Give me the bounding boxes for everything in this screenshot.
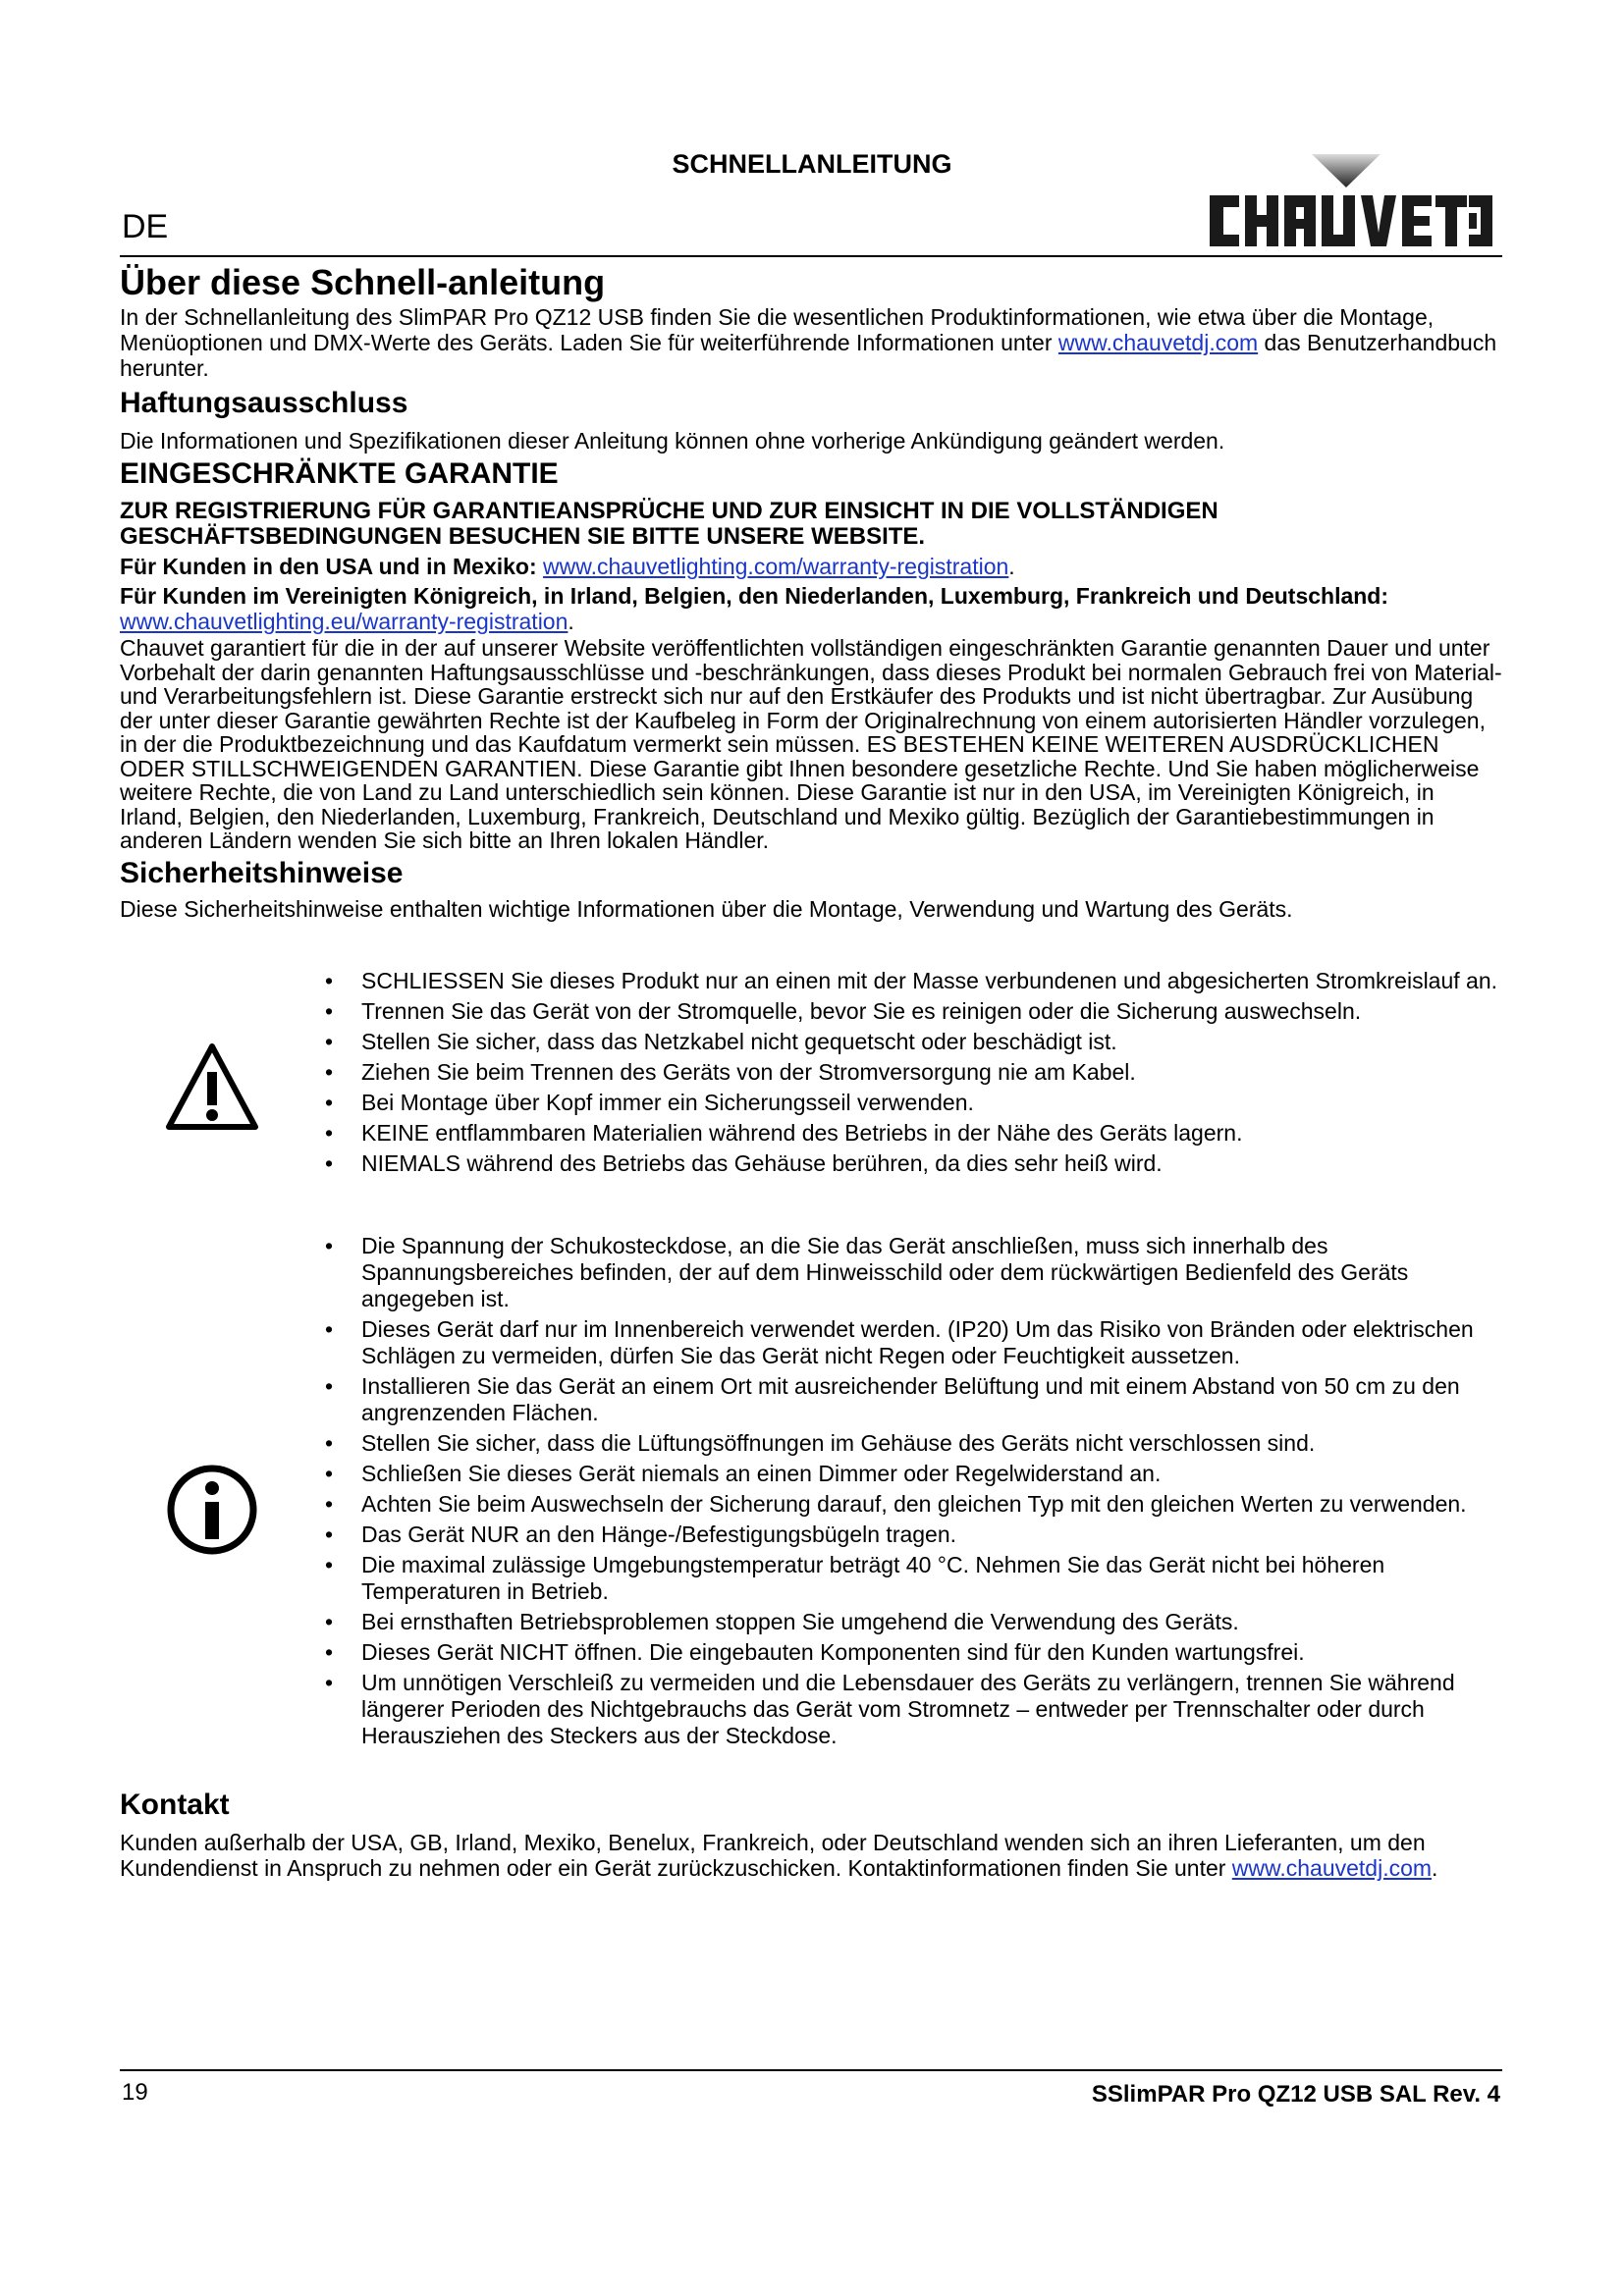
safety-list-item	[314, 998, 1502, 1025]
safety-list-item	[314, 1639, 1502, 1666]
chauvetdj-link[interactable]: www.chauvetdj.com	[1057, 330, 1259, 355]
safety-intro: Diese Sicherheitshinweise enthalten wichtige Informationen über die Montage, Verwendung und Wartung des Geräts.	[120, 895, 1293, 922]
safety-item-text: Die Spannung der Schukosteckdose, an die Sie das Gerät anschließen, muss sich innerhalb des Spannungsbereiches befinden, der auf dem Hinweisschild oder dem rückwärtigen Bedienfeld des Geräts angegeben ist.	[361, 1233, 1409, 1311]
safety-item-text: Stellen Sie sicher, dass die Lüftungsöffnungen im Gehäuse des Geräts nicht verschlossen sind.	[361, 1430, 1316, 1456]
intro-text-after: das Benutzerhandbuch herunter.	[120, 330, 1497, 381]
bullet-icon: •	[324, 1373, 334, 1399]
footer-rule	[120, 2069, 1502, 2071]
contact-text	[120, 1830, 1502, 1881]
footer-doc-title: SSlimPAR Pro QZ12 USB SAL Rev. 4	[1091, 2081, 1500, 2108]
safety-list-item	[314, 1150, 1502, 1177]
safety-list-item	[314, 1461, 1502, 1487]
chauvet-dj-logo	[1206, 152, 1495, 260]
bullet-icon: •	[324, 1670, 334, 1695]
warranty-eu-line: Für Kunden im Vereinigten Königreich, in Irland, Belgien, den Niederlanden, Luxemburg, Frankreich und Deutschland: www.chauvetlighting.eu/warranty-registration.	[120, 583, 1389, 634]
bullet-icon: •	[324, 1150, 334, 1176]
safety-item-text: Um unnötigen Verschleiß zu vermeiden und die Lebensdauer des Geräts zu verlängern, trennen Sie während längerer Perioden des Nichtgebrauchs das Gerät vom Stromnetz – entweder per Trennschalter oder durch Herausziehen des Steckers aus der Steckdose.	[361, 1670, 1455, 1748]
safety-list-item	[314, 1059, 1502, 1086]
bullet-icon: •	[324, 1552, 334, 1577]
warranty-body: Chauvet garantiert für die in der auf unserer Website veröffentlichten vollständigen eingeschränkten Garantie genannten Dauer und unter Vorbehalt der darin genannten Haftungsausschlüsse und -beschränkungen, dass dieses Produkt bei normalen Gebrauch frei von Material- und Verarbeitungsfehlern ist. Diese Garantie erstreckt sich nur auf den Erstkäufer des Produkts und ist nicht übertragbar. Zur Ausübung der unter dieser Garantie gewährten Rechte ist der Kaufbeleg in Form der Originalrechnung von einem autorisierten Händler vorzulegen, in der die Produktbezeichnung und das Kaufdatum vermerkt sein müssen. ES BESTEHEN KEINE WEITEREN AUSDRÜCKLICHEN ODER STILLSCHWEIGENDEN GARANTIEN. Diese Garantie gibt Ihnen besondere gesetzliche Rechte. Und Sie haben möglicherweise weitere Rechte, die von Land zu Land unterschiedlich sein können. Diese Garantie ist nur in den USA, im Vereinigten Königreich, in Irland, Belgien, den Niederlanden, Luxemburg, Frankreich, Deutschland und Mexiko gültig. Bezüglich der Garantiebestimmungen in anderen Ländern wenden Sie sich bitte an Ihren lokalen Händler.	[120, 635, 1502, 853]
safety-list-item	[314, 968, 1502, 994]
bullet-icon: •	[324, 1090, 334, 1115]
safety-item-text: Schließen Sie dieses Gerät niemals an einen Dimmer oder Regelwiderstand an.	[361, 1461, 1162, 1486]
bullet-icon: •	[324, 1430, 334, 1456]
intro-text	[120, 304, 1502, 381]
disclaimer-text: Die Informationen und Spezifikationen dieser Anleitung können ohne vorherige Ankündigung geändert werden.	[120, 428, 1225, 454]
safety-item-text: KEINE entflammbaren Materialien während des Betriebs in der Nähe des Geräts lagern.	[361, 1120, 1243, 1146]
warranty-caps-text: ZUR REGISTRIERUNG FÜR GARANTIEANSPRÜCHE UND ZUR EINSICHT IN DIE VOLLSTÄNDIGEN GESCHÄFTSBEDINGUNGEN BESUCHEN SIE BITTE UNSERE WEBSITE.	[120, 498, 1218, 550]
info-circle-icon	[165, 1463, 259, 1557]
disclaimer-heading: Haftungsausschluss	[120, 387, 408, 419]
warranty-heading: EINGESCHRÄNKTE GARANTIE	[120, 457, 559, 490]
safety-item-text: Installieren Sie das Gerät an einem Ort mit ausreichender Belüftung und mit einem Abstand von 50 cm zu den angrenzenden Flächen.	[361, 1373, 1460, 1425]
bullet-icon: •	[324, 998, 334, 1024]
safety-item-text: Ziehen Sie beim Trennen des Geräts von der Stromversorgung nie am Kabel.	[361, 1059, 1136, 1085]
bullet-icon: •	[324, 1461, 334, 1486]
safety-list-item	[314, 1029, 1502, 1055]
safety-item-text: Die maximal zulässige Umgebungstemperatur beträgt 40 °C. Nehmen Sie das Gerät nicht bei höheren Temperaturen in Betrieb.	[361, 1552, 1385, 1604]
bullet-icon: •	[324, 1316, 334, 1342]
safety-list-item	[314, 1609, 1502, 1635]
warning-triangle-icon	[165, 1041, 259, 1135]
safety-item-text: Dieses Gerät NICHT öffnen. Die eingebauten Komponenten sind für den Kunden wartungsfrei.	[361, 1639, 1305, 1665]
safety-item-text: Bei ernsthaften Betriebsproblemen stoppen Sie umgehend die Verwendung des Geräts.	[361, 1609, 1239, 1634]
safety-list-item	[314, 1552, 1502, 1605]
safety-list-item	[314, 1233, 1502, 1312]
bullet-icon: •	[324, 1522, 334, 1547]
safety-item-text: Dieses Gerät darf nur im Innenbereich verwendet werden. (IP20) Um das Risiko von Bränden oder elektrischen Schlägen zu vermeiden, dürfen Sie das Gerät nicht Regen oder Feuchtigkeit aussetzen.	[361, 1316, 1474, 1368]
header-rule	[120, 255, 1502, 257]
bullet-icon: •	[324, 1120, 334, 1146]
intro-heading: Über diese Schnell-anleitung	[120, 262, 606, 302]
bullet-icon: •	[324, 1491, 334, 1517]
safety-list-item	[314, 1430, 1502, 1457]
safety-item-text: Das Gerät NUR an den Hänge-/Befestigungsbügeln tragen.	[361, 1522, 957, 1547]
safety-item-text: Bei Montage über Kopf immer ein Sicherungsseil verwenden.	[361, 1090, 974, 1115]
warning-list	[314, 968, 1502, 1177]
safety-list-item	[314, 1120, 1502, 1147]
safety-list-item	[314, 1522, 1502, 1548]
contact-heading: Kontakt	[120, 1789, 230, 1821]
document-title: SCHNELLANLEITUNG	[672, 149, 952, 179]
warranty-us-line: Für Kunden in den USA und in Mexiko: www.chauvetlighting.com/warranty-registration.	[120, 554, 1015, 579]
language-label: DE	[122, 208, 169, 245]
content	[120, 263, 1502, 922]
safety-item-text: Achten Sie beim Auswechseln der Sicherung darauf, den gleichen Typ mit den gleichen Werten zu verwenden.	[361, 1491, 1467, 1517]
intro-text-before: In der Schnellanleitung des SlimPAR Pro QZ12 USB finden Sie die wesentlichen Produktinformationen, wie etwa über die Montage, Menüoptionen und DMX-Werte des Geräts. Laden Sie für weiterführende Informationen unter	[120, 304, 1435, 355]
bullet-icon: •	[324, 1233, 334, 1258]
contact-text-before: Kunden außerhalb der USA, GB, Irland, Mexiko, Benelux, Frankreich, oder Deutschland wenden sich an ihren Lieferanten, um den Kundendienst in Anspruch zu nehmen oder ein Gerät zurückzuschicken. Kontaktinformationen finden Sie unter	[120, 1830, 1426, 1881]
warranty-eu-label: Für Kunden im Vereinigten Königreich, in Irland, Belgien, den Niederlanden, Luxemburg, Frankreich und Deutschland:	[120, 583, 1389, 609]
warranty-eu-link[interactable]: www.chauvetlighting.eu/warranty-registration	[120, 609, 568, 634]
safety-item-text: Stellen Sie sicher, dass das Netzkabel nicht gequetscht oder beschädigt ist.	[361, 1029, 1117, 1054]
info-list	[314, 1233, 1502, 1749]
page-number: 19	[122, 2079, 148, 2106]
warranty-us-label: Für Kunden in den USA und in Mexiko:	[120, 554, 544, 579]
safety-list-item	[314, 1670, 1502, 1749]
warning-list-container	[314, 968, 1502, 1181]
safety-item-text: SCHLIESSEN Sie dieses Produkt nur an einen mit der Masse verbundenen und abgesicherten Stromkreislauf an.	[361, 968, 1498, 993]
bullet-icon: •	[324, 1609, 334, 1634]
safety-list-item	[314, 1373, 1502, 1426]
safety-list-item	[314, 1316, 1502, 1369]
bullet-icon: •	[324, 968, 334, 993]
safety-item-text: Trennen Sie das Gerät von der Stromquelle, bevor Sie es reinigen oder die Sicherung auswechseln.	[361, 998, 1362, 1024]
safety-list-item	[314, 1090, 1502, 1116]
info-list-container	[314, 1233, 1502, 1753]
warranty-us-link[interactable]: www.chauvetlighting.com/warranty-registration	[543, 554, 1009, 579]
contact-link[interactable]: www.chauvetdj.com	[1231, 1855, 1433, 1881]
safety-item-text: NIEMALS während des Betriebs das Gehäuse berühren, da dies sehr heiß wird.	[361, 1150, 1163, 1176]
bullet-icon: •	[324, 1029, 334, 1054]
bullet-icon: •	[324, 1639, 334, 1665]
contact-section	[120, 1789, 1502, 1881]
bullet-icon: •	[324, 1059, 334, 1085]
contact-text-after: .	[1432, 1855, 1438, 1881]
safety-heading: Sicherheitshinweise	[120, 856, 404, 889]
safety-list-item	[314, 1491, 1502, 1518]
